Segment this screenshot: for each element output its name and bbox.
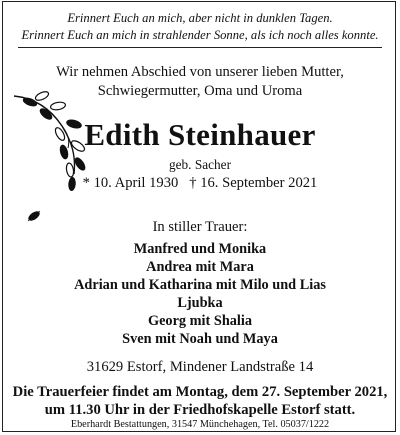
- funeral-info-line-1: Die Trauerfeier findet am Montag, dem 27. September 2021,: [12, 384, 388, 400]
- mourner-name: Ljubka: [177, 295, 223, 311]
- mourners-label: In stiller Trauer:: [152, 219, 248, 235]
- deceased-name: Edith Steinhauer: [84, 117, 316, 152]
- funeral-info-line-2: um 11.30 Uhr in der Friedhofskapelle Estorf statt.: [44, 402, 356, 418]
- family-address: 31629 Estorf, Mindener Landstraße 14: [86, 359, 314, 375]
- quote-line-2: Erinnert Euch an mich in strahlender Sonne, als ich noch alles konnte.: [21, 28, 379, 42]
- mourner-name: Adrian und Katharina mit Milo und Lias: [74, 277, 326, 293]
- life-dates: * 10. April 1930 † 16. September 2021: [82, 175, 318, 191]
- intro-line-1: Wir nehmen Abschied von unserer lieben Mutter,: [56, 64, 344, 80]
- birth-name: geb. Sacher: [168, 157, 232, 172]
- divider-rule: [18, 47, 382, 48]
- intro-line-2: Schwiegermutter, Oma und Uroma: [97, 83, 303, 99]
- mourner-name: Manfred und Monika: [133, 241, 267, 257]
- quote-line-1: Erinnert Euch an mich, aber nicht in dunklen Tagen.: [67, 11, 333, 25]
- mourner-name: Sven mit Noah und Maya: [122, 331, 278, 347]
- mourner-name: Georg mit Shalia: [147, 313, 253, 329]
- mourner-name: Andrea mit Mara: [146, 259, 254, 275]
- undertaker-footer: Eberhardt Bestattungen, 31547 Münchehagen, Tel. 05037/1222: [70, 419, 330, 430]
